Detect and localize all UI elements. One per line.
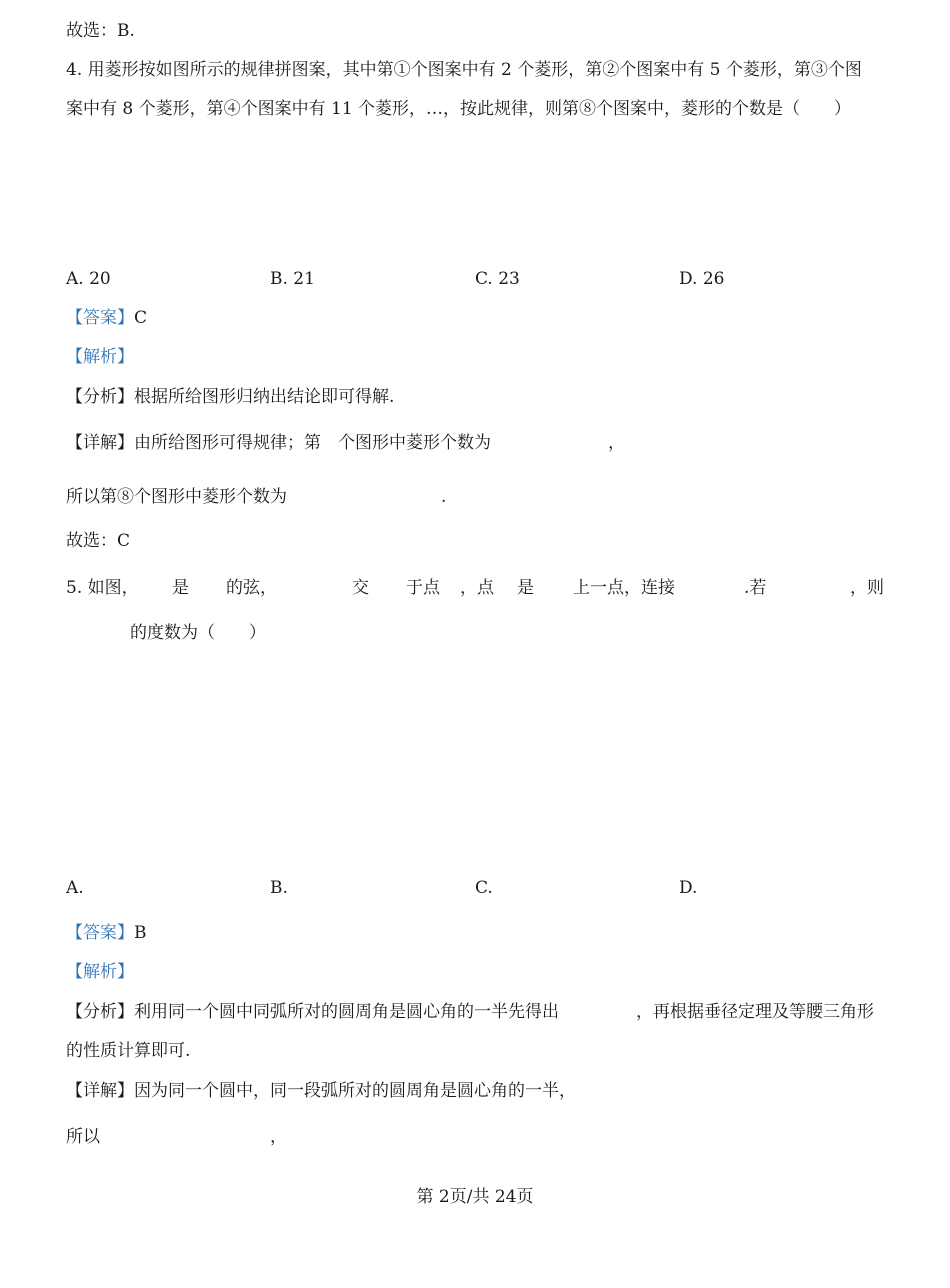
q4-xiangjie-1: 【详解】由所给图形可得规律；第 个图形中菱形个数为 <box>66 433 491 453</box>
q5-stem-p1: 5. 如图， <box>66 578 139 598</box>
q5-stem-p2: 是 <box>172 578 189 598</box>
q4-option-a: A. 20 <box>66 269 111 289</box>
q4-analysis-tag: 【解析】 <box>66 347 134 367</box>
page-footer: 第 2页/共 24页 <box>416 1187 534 1207</box>
q5-stem-p9: .若 <box>744 578 767 598</box>
q5-stem-p6: ，点 <box>460 578 494 598</box>
q5-stem-p5: 于点 <box>406 578 440 598</box>
q5-option-b: B. <box>270 878 288 898</box>
q4-xiangjie-2: 所以第⑧个图形中菱形个数为 <box>66 487 287 507</box>
q5-stem-p3: 的弦， <box>226 578 277 598</box>
q5-stem-p8: 上一点，连接 <box>573 578 675 598</box>
q5-stem-p10: ，则 <box>850 578 884 598</box>
q5-fenxi-1b: ，再根据垂径定理及等腰三角形 <box>636 1002 874 1022</box>
q4-option-d: D. 26 <box>679 269 725 289</box>
q5-option-c: C. <box>475 878 493 898</box>
q4-answer <box>66 307 147 329</box>
q5-answer <box>66 922 147 944</box>
q5-stem-p7: 是 <box>517 578 534 598</box>
q4-xiangjie-2-period: . <box>441 487 447 507</box>
q4-stem-line1: 4. 用菱形按如图所示的规律拼图案，其中第①个图案中有 2 个菱形，第②个图案中有 5 个菱形，第③个图 <box>66 60 862 80</box>
q5-option-d: D. <box>679 878 698 898</box>
q4-fenxi: 【分析】根据所给图形归纳出结论即可得解. <box>66 387 395 407</box>
q5-option-a: A. <box>66 878 84 898</box>
q5-answer-tag: 【答案】 <box>66 923 134 943</box>
q4-stem-line2: 案中有 8 个菱形，第④个图案中有 11 个菱形，…，按此规律，则第⑧个图案中，菱形的个数是（ ） <box>66 99 852 119</box>
q5-suoyi: 所以 <box>66 1127 100 1147</box>
q5-suoyi-comma: ， <box>270 1127 287 1147</box>
q5-fenxi-2: 的性质计算即可. <box>66 1041 191 1061</box>
prev-conclusion: 故选：B. <box>66 21 135 41</box>
q5-stem-line2: 的度数为（ ） <box>130 623 266 643</box>
q5-analysis-tag: 【解析】 <box>66 962 134 982</box>
q5-fenxi-1a: 【分析】利用同一个圆中同弧所对的圆周角是圆心角的一半先得出 <box>66 1002 559 1022</box>
q4-answer-value: C <box>134 308 148 328</box>
q4-option-b: B. 21 <box>270 269 315 289</box>
q4-option-c: C. 23 <box>475 269 520 289</box>
q4-answer-tag: 【答案】 <box>66 308 134 328</box>
q5-answer-value: B <box>134 923 147 943</box>
q4-xiangjie-1-comma: ， <box>608 433 625 453</box>
q5-xiangjie: 【详解】因为同一个圆中，同一段弧所对的圆周角是圆心角的一半， <box>66 1081 576 1101</box>
q4-conclusion: 故选：C <box>66 531 131 551</box>
q5-stem-p4: 交 <box>352 578 369 598</box>
